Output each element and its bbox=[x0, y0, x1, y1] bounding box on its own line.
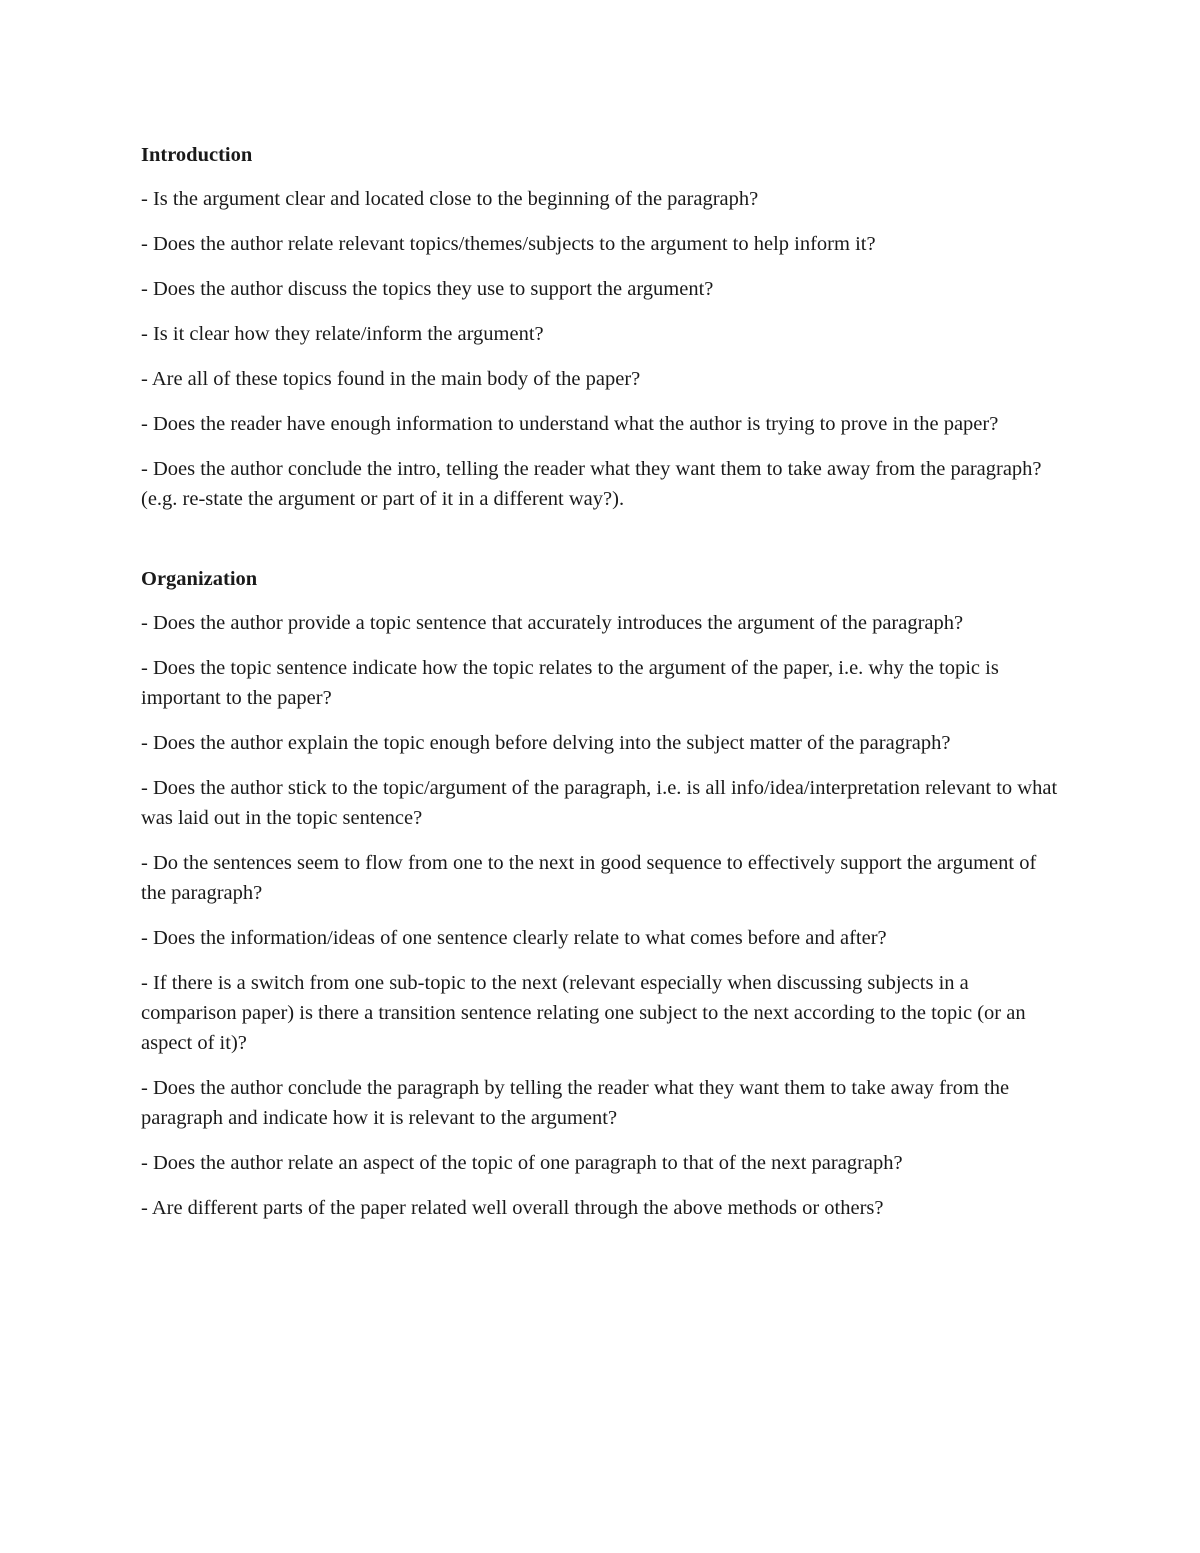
checklist-item: - Is the argument clear and located close to the beginning of the paragraph? bbox=[141, 188, 759, 210]
checklist-item: - Does the author discuss the topics they use to support the argument? bbox=[141, 278, 714, 300]
checklist-item: - Does the topic sentence indicate how the topic relates to the argument of the paper, i.e. why the topic is important to the paper? bbox=[141, 657, 999, 709]
checklist-item: - Do the sentences seem to flow from one to the next in good sequence to effectively support the argument of the paragraph? bbox=[141, 852, 1037, 904]
checklist-item: - Are all of these topics found in the main body of the paper? bbox=[141, 368, 641, 390]
checklist-item: - Does the author relate relevant topics/themes/subjects to the argument to help inform it? bbox=[141, 233, 876, 255]
checklist-item: - Are different parts of the paper related well overall through the above methods or others? bbox=[141, 1197, 884, 1219]
checklist-item: - Does the author provide a topic sentence that accurately introduces the argument of the paragraph? bbox=[141, 612, 964, 634]
section-heading: Introduction bbox=[141, 144, 253, 166]
checklist-item: - Does the author relate an aspect of the topic of one paragraph to that of the next paragraph? bbox=[141, 1152, 903, 1174]
section-introduction bbox=[141, 140, 1066, 514]
section-organization bbox=[141, 564, 1066, 1223]
checklist-item: - Does the reader have enough information to understand what the author is trying to prove in the paper? bbox=[141, 413, 999, 435]
checklist-item: - Does the author stick to the topic/argument of the paragraph, i.e. is all info/idea/interpretation relevant to what was laid out in the topic sentence? bbox=[141, 777, 1058, 829]
checklist-item: - If there is a switch from one sub-topic to the next (relevant especially when discussing subjects in a comparison paper) is there a transition sentence relating one subject to the next according to the topic (or an aspect of it)? bbox=[141, 972, 1026, 1054]
checklist-item: - Does the information/ideas of one sentence clearly relate to what comes before and after? bbox=[141, 927, 887, 949]
checklist-item: - Does the author explain the topic enough before delving into the subject matter of the paragraph? bbox=[141, 732, 951, 754]
checklist-item: - Does the author conclude the paragraph by telling the reader what they want them to take away from the paragraph and indicate how it is relevant to the argument? bbox=[141, 1077, 1010, 1129]
document-content bbox=[141, 140, 1066, 1238]
section-heading: Organization bbox=[141, 568, 258, 590]
checklist-item: - Is it clear how they relate/inform the argument? bbox=[141, 323, 544, 345]
checklist-item: - Does the author conclude the intro, telling the reader what they want them to take away from the paragraph? (e.g. re-state the argument or part of it in a different way?). bbox=[141, 458, 1042, 510]
